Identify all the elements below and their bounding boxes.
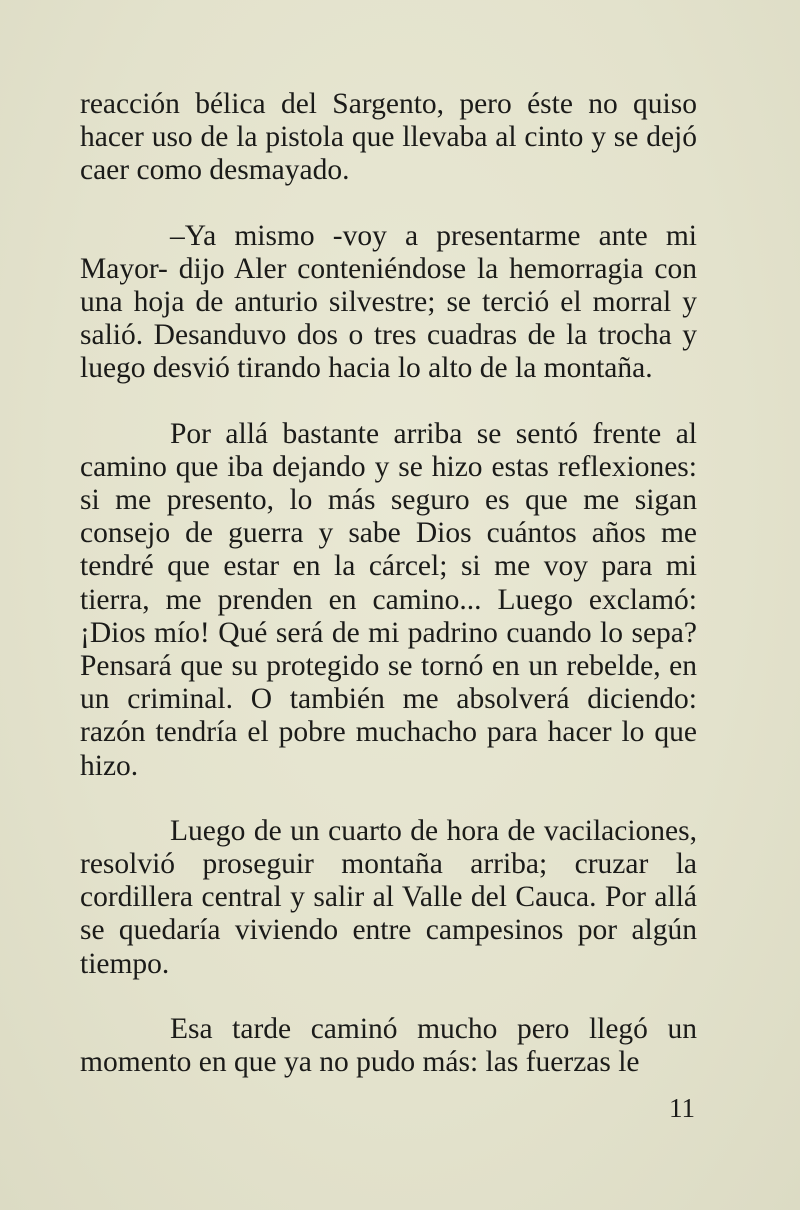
- paragraph-3: Por allá bastante arriba se sentó frente al camino que iba dejando y se hizo estas reflexiones: si me presento, lo más seguro es que me sigan consejo de guerra y sabe Dios cuántos años me tendré que estar en la cárcel; si me voy para mi tierra, me prenden en camino... Luego exclamó: ¡Dios mío! Qué será de mi padrino cuando lo sepa? Pensará que su protegido se tornó en un rebelde, en un criminal. O también me absolverá diciendo: razón tendría el pobre muchacho para hacer lo que hizo.: [80, 417, 697, 782]
- paragraph-2: –Ya mismo -voy a presentarme ante mi Mayor- dijo Aler conteniéndose la hemorragia con una hoja de anturio silvestre; se terció el morral y salió. Desanduvo dos o tres cuadras de la trocha y luego desvió tirando hacia lo alto de la montaña.: [80, 219, 697, 385]
- paragraph-4: Luego de un cuarto de hora de vacilaciones, resolvió proseguir montaña arriba; cruzar la cordillera central y salir al Valle del Cauca. Por allá se quedaría viviendo entre campesinos por algún tiempo.: [80, 814, 697, 980]
- page-number: 11: [669, 1093, 695, 1123]
- paragraph-1: reacción bélica del Sargento, pero éste no quiso hacer uso de la pistola que llevaba al cinto y se dejó caer como desmayado.: [80, 88, 697, 187]
- paragraph-5: Esa tarde caminó mucho pero llegó un momento en que ya no pudo más: las fuerzas le: [80, 1012, 697, 1079]
- body-text: [80, 88, 697, 1111]
